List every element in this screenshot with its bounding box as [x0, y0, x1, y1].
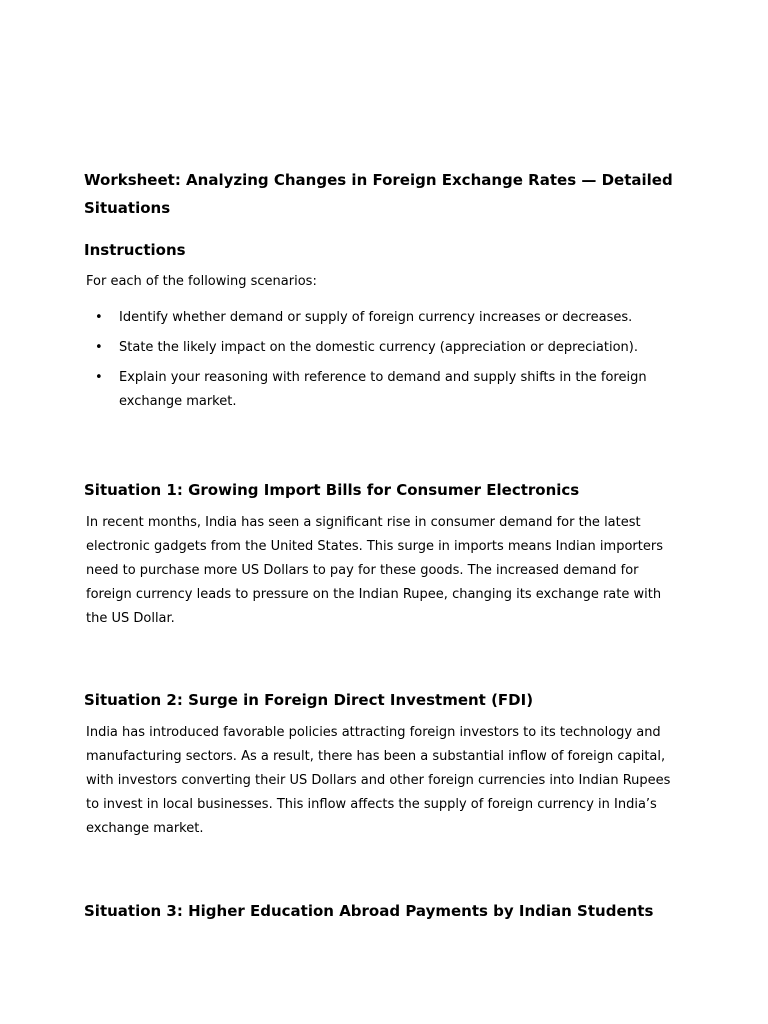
- situation-3-heading: Situation 3: Higher Education Abroad Payments by Indian Students: [84, 902, 654, 920]
- list-item-text: Identify whether demand or supply of foreign currency increases or decreases.: [119, 310, 633, 325]
- instructions-list: [84, 306, 684, 414]
- list-item-text: State the likely impact on the domestic currency (appreciation or depreciation).: [119, 340, 638, 355]
- bullet-icon: •: [95, 310, 103, 325]
- worksheet-page: [84, 166, 684, 920]
- instructions-heading: Instructions: [84, 241, 186, 259]
- document-title: Worksheet: Analyzing Changes in Foreign Exchange Rates — Detailed Situations: [84, 171, 673, 217]
- situation-2-body: India has introduced favorable policies attracting foreign investors to its technology and manufacturing sectors. As a result, there has been a substantial inflow of foreign capital, with investors converting their US Dollars and other foreign currencies into Indian Rupees to invest in local businesses. This inflow affects the supply of foreign currency in India’s exchange market.: [86, 725, 671, 836]
- list-item-text: Explain your reasoning with reference to demand and supply shifts in the foreign exchange market.: [119, 370, 647, 409]
- list-item: [84, 306, 684, 330]
- situation-1-body: In recent months, India has seen a significant rise in consumer demand for the latest electronic gadgets from the United States. This surge in imports means Indian importers need to purchase more US Dollars to pay for these goods. The increased demand for foreign currency leads to pressure on the Indian Rupee, changing its exchange rate with the US Dollar.: [86, 515, 663, 626]
- situation-2-heading: Situation 2: Surge in Foreign Direct Investment (FDI): [84, 691, 534, 709]
- bullet-icon: •: [95, 340, 103, 355]
- instructions-intro: For each of the following scenarios:: [86, 274, 317, 289]
- list-item: [84, 336, 684, 360]
- bullet-icon: •: [95, 370, 103, 385]
- list-item: [84, 366, 684, 414]
- situation-1-heading: Situation 1: Growing Import Bills for Consumer Electronics: [84, 481, 580, 499]
